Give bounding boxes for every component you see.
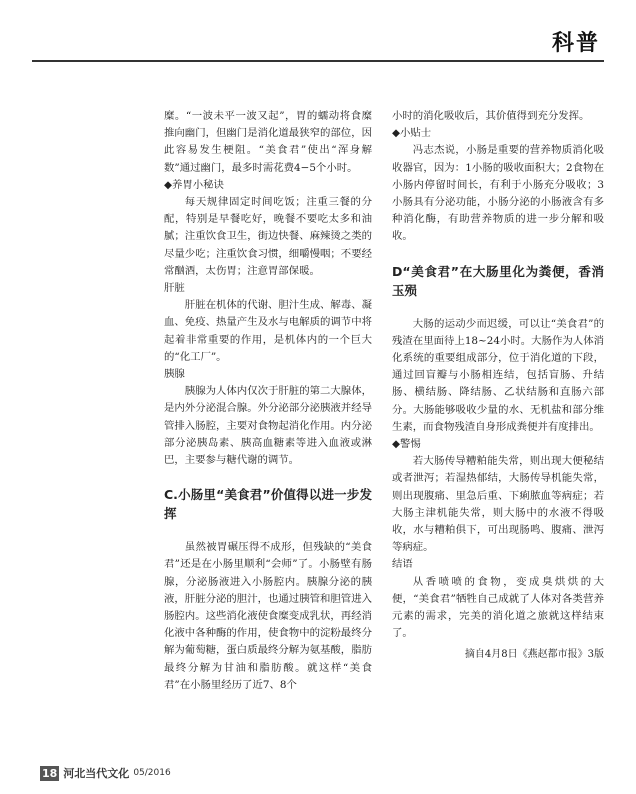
section-c-body: 虽然被胃碾压得不成形，但残缺的“美食君”还是在小肠里顺利“会师”了。小肠壁有肠腺，分泌肠液进入小肠腔内。胰腺分泌的胰液，肝脏分泌的胆汁，也通过胰管和胆管进入肠腔内。这些消化液使食糜变成乳状，再经消化液中各种酶的作用，使食物中的淀粉最终分解为葡萄糖，蛋白质最终分解为氨基酸，脂肪最终分解为甘油和脂肪酸。就这样“美食君”在小肠里经历了近7、8个	[164, 541, 372, 691]
right-column	[392, 108, 604, 664]
magazine-name: 河北当代文化	[63, 767, 130, 780]
left-paragraph-1: 糜。“一波未平一波又起”，胃的蠕动将食糜推向幽门，但幽门是消化道最狭窄的部位，因此容易发生梗阻。“美食君”使出“浑身解数”通过幽门，最多时需花费4−5个小时。	[164, 110, 372, 174]
conclusion-body: 从香喷喷的食物，变成臭烘烘的大便，“美食君”牺牲自己成就了人体对各类营养元素的需求，完美的消化道之旅就这样结束了。	[392, 575, 604, 640]
pancreas-body: 胰腺为人体内仅次于肝脏的第二大腺体，是内外分泌混合腺。外分泌部分泌胰液并经导管排入肠腔，主要对食物起消化作用。内分泌部分泌胰岛素、胰高血糖素等进入血液或淋巴，主要参与糖代谢的调节。	[164, 385, 372, 467]
section-d-body: 大肠的运动少而迟缓，可以让“美食君”的残渣在里面待上18~24小时。大肠作为人体消化系统的重要组成部分，位于消化道的下段，通过回盲瓣与小肠相连结，包括盲肠、升结肠、横结肠、降结肠、乙状结肠和直肠六部分。大肠能够吸收少量的水、无机盐和部分维生素，而食物残渣自身形成粪便并有度排出。	[392, 317, 604, 433]
tips-stomach-body: 每天规律固定时间吃饭；注重三餐的分配，特别是早餐吃好，晚餐不要吃太多和油腻；注重饮食卫生，街边快餐、麻辣烫之类的尽量少吃；注重饮食习惯，细嚼慢咽；不要经常酗酒，太伤胃；注意胃部保暖。	[164, 196, 372, 277]
section-c-title: C.小肠里“美食君”价值得以进一步发挥	[164, 487, 372, 522]
section-d-title: D“美食君”在大肠里化为粪便，香消玉殒	[392, 263, 604, 298]
tips-small-intestine-body: 冯志杰说，小肠是重要的营养物质消化吸收器官，因为：1小肠的吸收面积大；2食物在小肠内停留时间长，有利于小肠充分吸收；3小肠具有分泌功能，小肠分泌的小肠液含有多种消化酶，有助营养物质的进一步分解和吸收。	[392, 144, 604, 243]
header-rule	[32, 60, 604, 62]
right-paragraph-1: 小时的消化吸收后，其价值得到充分发挥。	[392, 110, 590, 122]
liver-body: 肝脏在机体的代谢、胆汁生成、解毒、凝血、免疫、热量产生及水与电解质的调节中将起着非常重要的作用，是机体内的一个巨大的“化工厂”。	[164, 299, 372, 363]
conclusion-title: 结语	[392, 558, 413, 571]
left-column	[164, 108, 372, 694]
source-citation: 摘自4月8日《燕赵都市报》3版	[464, 649, 604, 661]
page-footer	[40, 764, 171, 782]
warning-title: ◆警惕	[392, 438, 421, 451]
warning-body: 若大肠传导糟粕能失常，则出现大便秘结或者泄泻；若湿热郁结，大肠传导机能失常，则出现腹痛、里急后重、下痢脓血等病症；若大肠主津机能失常，则大肠中的水液不得吸收，水与糟粕俱下，可出现肠鸣、腹痛、泄泻等病症。	[392, 455, 604, 554]
tips-small-intestine-title: ◆小贴士	[392, 127, 432, 140]
tips-stomach-title: ◆养胃小秘诀	[164, 178, 224, 191]
issue-number: 05/2016	[133, 768, 171, 778]
section-label: 科普	[551, 31, 600, 56]
liver-title: 肝脏	[164, 282, 185, 295]
page-number: 18	[42, 766, 58, 780]
pancreas-title: 胰腺	[164, 368, 185, 381]
